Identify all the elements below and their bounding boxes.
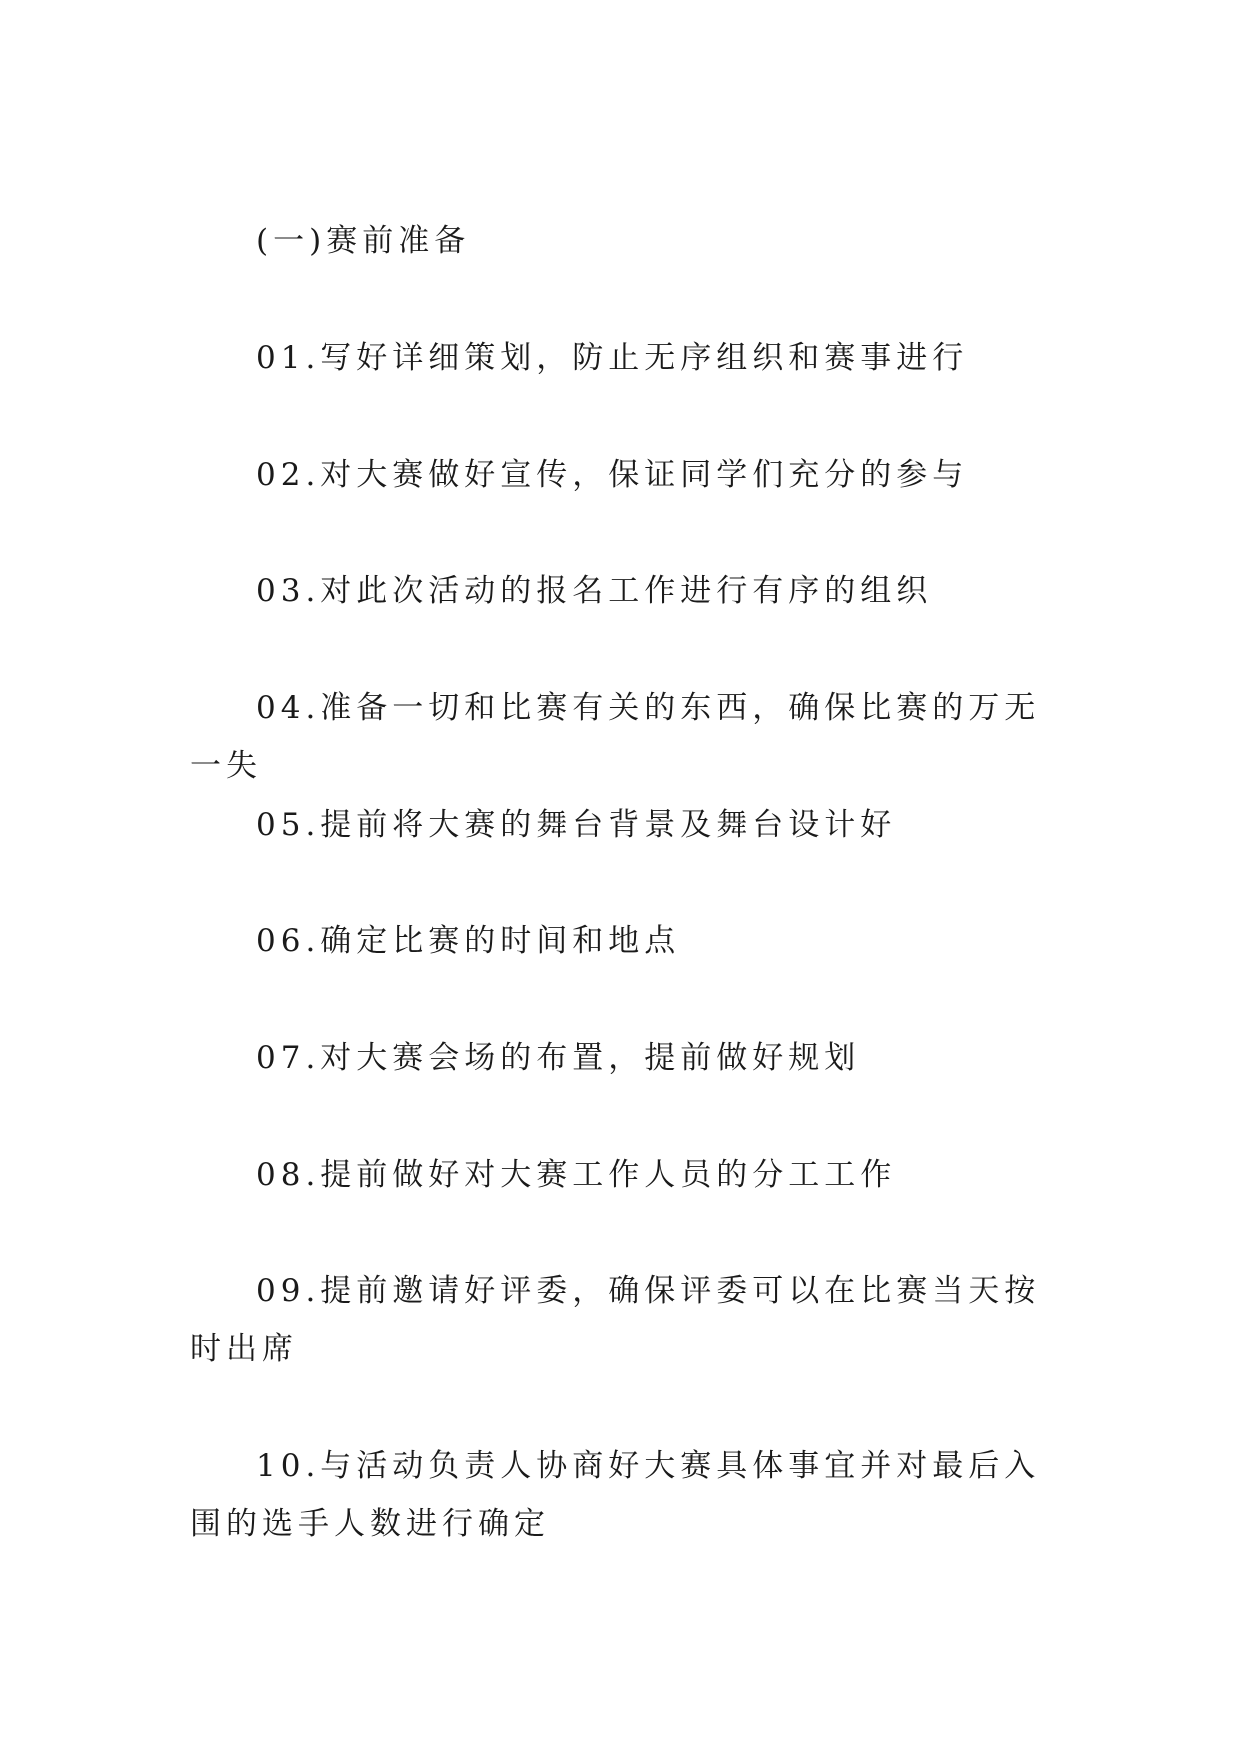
list-item-01: 01.写好详细策划，防止无序组织和赛事进行 xyxy=(256,340,969,376)
list-item-05: 05.提前将大赛的舞台背景及舞台设计好 xyxy=(256,807,897,843)
list-item-08: 08.提前做好对大赛工作人员的分工工作 xyxy=(256,1157,897,1193)
list-item-02: 02.对大赛做好宣传，保证同学们充分的参与 xyxy=(256,457,969,493)
list-item-07: 07.对大赛会场的布置，提前做好规划 xyxy=(256,1040,861,1076)
list-item-04: 04.准备一切和比赛有关的东西，确保比赛的万无一失 xyxy=(190,690,1041,784)
list-item-06: 06.确定比赛的时间和地点 xyxy=(256,923,681,959)
section-heading: (一)赛前准备 xyxy=(256,223,471,259)
list-item-09: 09.提前邀请好评委，确保评委可以在比赛当天按时出席 xyxy=(190,1273,1041,1367)
list-item-03: 03.对此次活动的报名工作进行有序的组织 xyxy=(256,573,933,609)
list-item-10: 10.与活动负责人协商好大赛具体事宜并对最后入围的选手人数进行确定 xyxy=(190,1448,1041,1542)
